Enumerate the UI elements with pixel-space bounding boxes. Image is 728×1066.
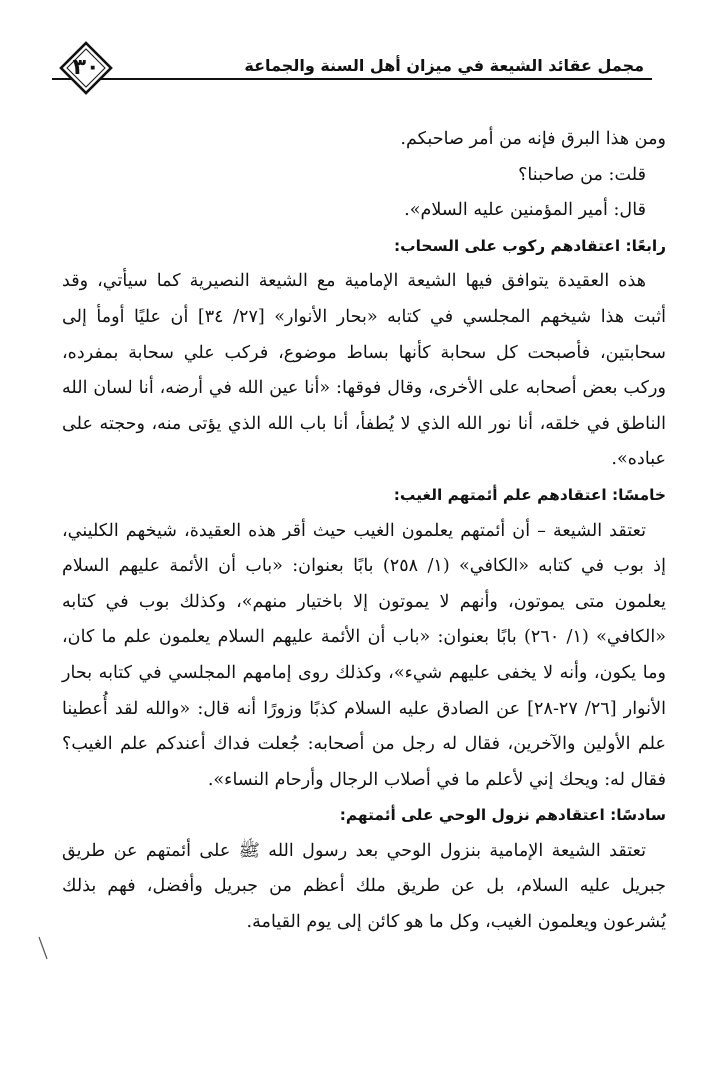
dialogue-line-1: قلت: من صاحبنا؟ bbox=[518, 164, 646, 185]
page-body bbox=[62, 122, 666, 941]
paragraph-6: تعتقد الشيعة الإمامية بنزول الوحي بعد رسول الله ﷺ على أئمتهم عن طريق جبريل عليه السلام، بل عن طريق ملك أعظم من جبريل وأفضل، فهم بذلك يُشرعون ويعلمون الغيب، وكل ما هو كائن إلى يوم القيامة. bbox=[62, 840, 666, 933]
paragraph-1: ومن هذا البرق فإنه من أمر صاحبكم. bbox=[400, 129, 666, 149]
section-heading-6: سادسًا: اعتقادهم نزول الوحي على أئمتهم: bbox=[339, 806, 666, 825]
running-title: مجمل عقائد الشيعة في ميزان أهل السنة والجماعة bbox=[244, 56, 644, 75]
paragraph-4: هذه العقيدة يتوافق فيها الشيعة الإمامية مع الشيعة النصيرية كما سيأتي، وقد أثبت هذا شيخهم المجلسي في كتابه «بحار الأنوار» [٢٧/ ٣٤] أن عليًا أومأ إلى سحابتين، فأصبحت كل سحابة كأنها بساط موضوع، فركب علي سحابة بمفرده، وركب بعض أصحابه على الأخرى، وقال فوقها: «أنا عين الله في أرضه، أنا لسان الله الناطق في خلقه، أنا نور الله الذي لا يُطفأ، أنا باب الله الذي يؤتى منه، وحجته على عباده». bbox=[62, 271, 666, 470]
page-number: ٣٠ bbox=[72, 55, 100, 80]
header-rule bbox=[52, 78, 652, 80]
margin-mark-icon bbox=[36, 935, 50, 961]
dialogue-line-2: قال: أمير المؤمنين عليه السلام». bbox=[404, 200, 646, 221]
paragraph-5: تعتقد الشيعة – أن أئمتهم يعلمون الغيب حيث أقر هذه العقيدة، شيخهم الكليني، إذ بوب في كتابه «الكافي» (١/ ٢٥٨) بابًا بعنوان: «باب أن الأئمة عليهم السلام يعلمون متى يموتون، وأنهم لا يموتون إلا باختيار منهم»، وكذلك بوب في كتابه «الكافي» (١/ ٢٦٠) بابًا بعنوان: «باب أن الأئمة عليهم السلام يعلمون علم ما كان، وما يكون، وأنه لا يخفى عليهم شيء»، وكذلك روى إمامهم المجلسي في كتابه بحار الأنوار [٢٦/ ٢٧-٢٨] عن الصادق عليه السلام كذبًا وزورًا أنه قال: «والله لقد أُعطينا علم الأولين والآخرين، فقال له رجل من أصحابه: جُعلت فداك أعندكم علم الغيب؟ فقال له: ويحك إني لأعلم ما في أصلاب الرجال وأرحام النساء». bbox=[62, 520, 666, 790]
section-heading-5: خامسًا: اعتقادهم علم أئمتهم الغيب: bbox=[393, 485, 666, 504]
page-header bbox=[52, 38, 692, 108]
section-heading-4: رابعًا: اعتقادهم ركوب على السحاب: bbox=[393, 236, 666, 255]
